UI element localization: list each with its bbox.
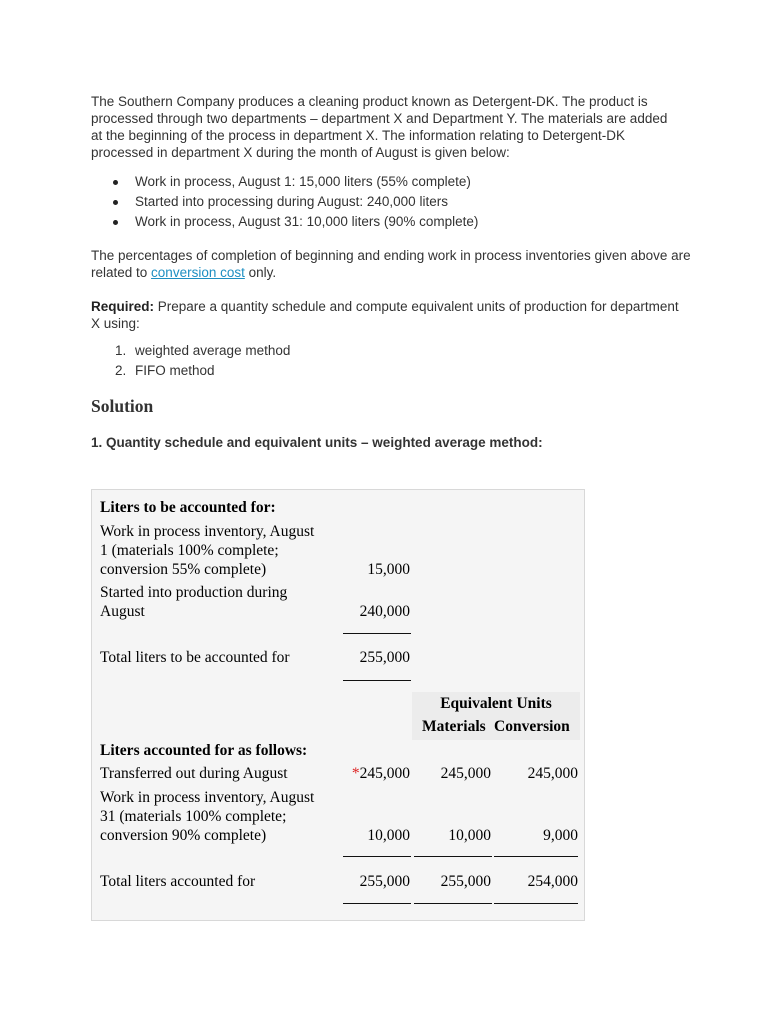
wip-end-label-3: conversion 90% complete) (100, 827, 267, 844)
started-label-2: August (100, 603, 145, 620)
wip-end-label-2: 31 (materials 100% complete; (100, 808, 287, 825)
solution-heading: Solution (91, 396, 154, 416)
quantity-schedule-table (91, 489, 585, 921)
intro-paragraph: The Southern Company produces a cleaning product known as Detergent-DK. The product is processed through two departments – department X and Department Y. The materials are added at the beginning of the process in department X. The information relating to Detergent-DK processed in department X during the month of August is given below: (91, 94, 668, 160)
wip-end-amount: 10,000 (367, 827, 410, 844)
bullet-icon (113, 200, 118, 205)
list-item: 2. FIFO method (115, 363, 215, 378)
methods-list (91, 341, 691, 381)
required-paragraph: Required: Prepare a quantity schedule and compute equivalent units of production for department X using: (91, 299, 679, 331)
list-item: Work in process, August 31: 10,000 liters (90% complete) (135, 212, 691, 232)
divider (343, 680, 411, 681)
conversion-column-header: Conversion (494, 718, 570, 735)
total-to-account-amount: 255,000 (359, 649, 410, 666)
conversion-cost-link[interactable]: conversion cost (151, 265, 245, 280)
materials-column-header: Materials (422, 718, 486, 735)
divider (343, 633, 411, 634)
transferred-conversion: 245,000 (527, 765, 578, 782)
transferred-amount: *245,000 (351, 765, 410, 782)
weighted-average-subheading: 1. Quantity schedule and equivalent units – weighted average method: (91, 435, 543, 450)
bullet-icon (113, 180, 118, 185)
given-info-list (91, 172, 691, 232)
wip-begin-label-2: 1 (materials 100% complete; (100, 542, 279, 559)
to-account-heading: Liters to be accounted for: (100, 499, 276, 516)
divider (414, 903, 492, 904)
divider (343, 903, 411, 904)
list-item: Work in process, August 1: 15,000 liters (55% complete) (135, 172, 691, 192)
total-accounted-conversion: 254,000 (527, 873, 578, 890)
required-label: Required: (91, 299, 155, 314)
bullet-icon (113, 220, 118, 225)
transferred-materials: 245,000 (440, 765, 491, 782)
equivalent-units-heading: Equivalent Units (440, 695, 552, 712)
total-accounted-materials: 255,000 (440, 873, 491, 890)
wip-end-label-1: Work in process inventory, August (100, 789, 315, 806)
total-to-account-label: Total liters to be accounted for (100, 649, 290, 666)
wip-end-conversion: 9,000 (543, 827, 578, 844)
list-item: 1. weighted average method (115, 343, 291, 358)
list-item: Started into processing during August: 240,000 liters (135, 192, 691, 212)
started-label-1: Started into production during (100, 584, 288, 601)
wip-begin-amount: 15,000 (367, 561, 410, 578)
wip-begin-label-3: conversion 55% complete) (100, 561, 267, 578)
total-accounted-label: Total liters accounted for (100, 873, 256, 890)
total-accounted-amount: 255,000 (359, 873, 410, 890)
transferred-label: Transferred out during August (100, 765, 288, 782)
wip-begin-label-1: Work in process inventory, August (100, 523, 315, 540)
asterisk-note-marker: * (351, 765, 360, 782)
divider (494, 903, 578, 904)
divider (494, 856, 578, 857)
article-body (91, 93, 691, 451)
started-amount: 240,000 (359, 603, 410, 620)
accounted-heading: Liters accounted for as follows: (100, 742, 308, 759)
wip-end-materials: 10,000 (448, 827, 491, 844)
divider (414, 856, 492, 857)
percentage-note: The percentages of completion of beginning and ending work in process inventories given above are related to conversion cost only. (91, 248, 691, 280)
divider (343, 856, 411, 857)
